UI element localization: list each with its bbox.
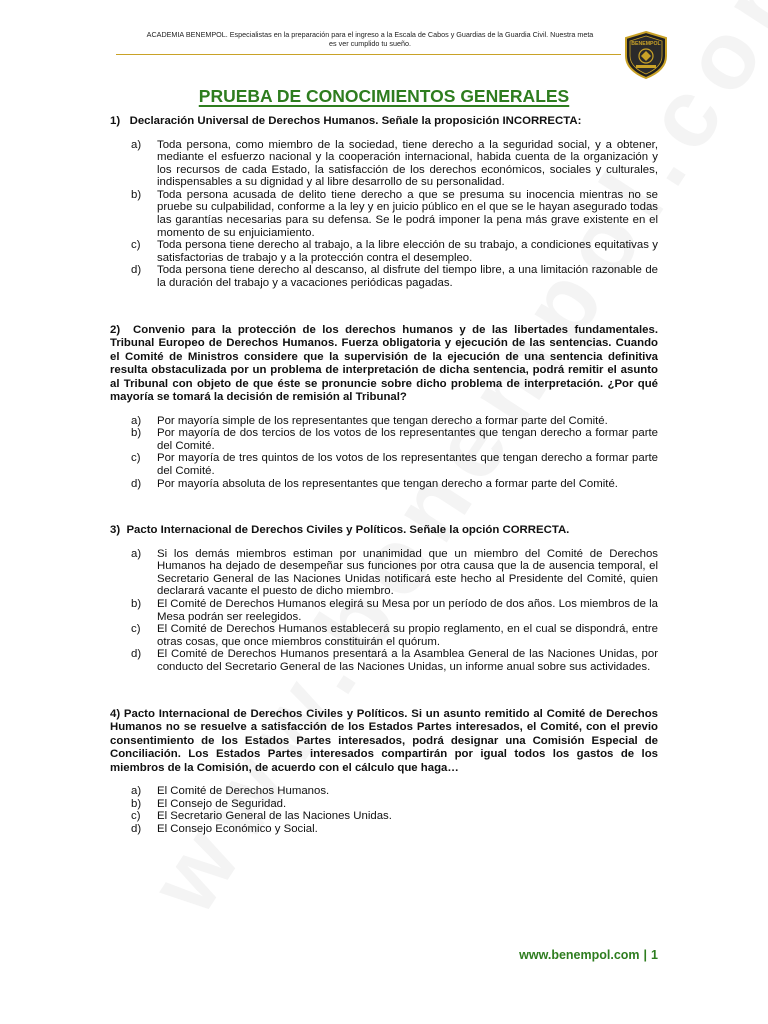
option-letter: b) xyxy=(131,598,142,611)
header-rule xyxy=(116,54,621,55)
option-text: Toda persona tiene derecho al descanso, al disfrute del tiempo libre, a una limitación razonable de la duración del trabajo y a vacaciones periódicas pagadas. xyxy=(157,264,658,290)
option-text: El Secretario General de las Naciones Unidas. xyxy=(157,810,392,823)
option-letter: a) xyxy=(131,785,142,798)
answer-option xyxy=(110,548,658,598)
question-text: 1) Declaración Universal de Derechos Humanos. Señale la proposición INCORRECTA: xyxy=(110,115,582,127)
answer-option xyxy=(110,264,658,289)
page-footer xyxy=(519,948,658,962)
page-title xyxy=(0,86,768,107)
option-letter: d) xyxy=(131,648,142,661)
question-text: 3) Pacto Internacional de Derechos Civiles y Políticos. Señale la opción CORRECTA. xyxy=(110,524,570,537)
option-text: El Consejo Económico y Social. xyxy=(157,822,318,835)
option-letter: c) xyxy=(131,239,141,252)
answer-option xyxy=(110,427,658,452)
option-text: Toda persona, como miembro de la sociedad, tiene derecho a la seguridad social, y a obtener, mediante el esfuerzo nacional y la cooperación internacional, habida cuenta de la organización y los recursos de cada Estado, la satisfacción de los derechos económicos, sociales y culturales, indispensables a su dignidad y al libre desarrollo de su personalidad. xyxy=(157,138,658,189)
question-block xyxy=(110,708,658,836)
question-text: 2) Convenio para la protección de los derechos humanos y de las libertades fundamentales. Tribunal Europeo de Derechos Humanos. Fuerza obligatoria y ejecución de las sentencias. Cuando el Comité de Ministros considere que la supervisión de la ejecución de una sentencia definitiva resulta obstaculizada por un problema de interpretación de dicha sentencia, podrá remitir el asunto al Tribunal con objeto de que éste se pronuncie sobre dicho problema de interpretación. ¿Por qué mayoría se tomará la decisión de remisión al Tribunal? xyxy=(110,323,658,404)
option-text: Si los demás miembros estiman por unanimidad que un miembro del Comité de Derechos Humanos ha dejado de desempeñar sus funciones por otra causa que la de ausencia temporal, el Secretario General de las Naciones Unidas notificará este hecho al Presidente del Comité, quien declarará vacante el puesto de dicho miembro. xyxy=(157,547,658,598)
question-block xyxy=(110,115,658,290)
questions-list xyxy=(110,115,658,836)
answer-option xyxy=(110,810,658,823)
answer-option xyxy=(110,598,658,623)
question-text: 4) Pacto Internacional de Derechos Civiles y Políticos. Si un asunto remitido al Comité de Derechos Humanos no se resuelve a satisfacción de los Estados Partes interesados, el Comité, con el previo consentimiento de los Estados Partes interesados, podrá designar una Comisión Especial de Conciliación. Los Estados Partes interesados compartirán por igual todos los gastos de los miembros de la Comisión, de acuerdo con el cálculo que haga… xyxy=(110,707,658,774)
answer-option xyxy=(110,823,658,836)
option-letter: c) xyxy=(131,452,141,465)
logo-text: BENEMPOL xyxy=(631,41,661,47)
answer-option xyxy=(110,648,658,673)
question-block xyxy=(110,324,658,491)
question-block xyxy=(110,524,658,673)
option-text: El Comité de Derechos Humanos. xyxy=(157,785,330,798)
option-letter: a) xyxy=(131,547,142,560)
option-text: Toda persona tiene derecho al trabajo, a la libre elección de su trabajo, a condiciones equitativas y satisfactorias de trabajo y a la protección contra el desempleo. xyxy=(157,239,658,264)
answer-option xyxy=(110,623,658,648)
option-letter: b) xyxy=(131,797,142,810)
option-letter: b) xyxy=(131,188,142,201)
footer-url: www.benempol.com xyxy=(519,948,640,962)
option-text: Por mayoría simple de los representantes que tengan derecho a formar parte del Comité. xyxy=(157,414,608,427)
option-text: El Comité de Derechos Humanos establecerá su propio reglamento, en el cual se dispondrá, entre otras cosas, que once miembros constituirán el quórum. xyxy=(157,623,658,648)
header-text-line1: ACADEMIA BENEMPOL. Especialistas en la preparación para el ingreso a la Escala de Cabos y Guardias de la Guardia Civil. Nuestra meta xyxy=(146,30,594,39)
option-text: Toda persona acusada de delito tiene derecho a que se presuma su inocencia mientras no se pruebe su culpabilidad, conforme a la ley y en juicio público en el que se le hayan asegurado todas las garantías necesarias para su defensa. Se le podrá imponer la pena más grave existente en el momento de su enjuiciamiento. xyxy=(157,188,658,239)
answer-options xyxy=(110,785,658,835)
answer-options xyxy=(110,548,658,674)
option-text: Por mayoría de dos tercios de los votos de los representantes que tengan derecho a formar parte del Comité. xyxy=(157,427,658,452)
option-text: El Comité de Derechos Humanos presentará a la Asamblea General de las Naciones Unidas, por conducto del Secretario General de las Naciones Unidas, un informe anual sobre sus actividades. xyxy=(157,648,658,674)
footer-separator: | xyxy=(643,948,648,962)
answer-option xyxy=(110,189,658,239)
option-letter: d) xyxy=(131,822,142,835)
option-letter: d) xyxy=(131,477,142,490)
answer-option xyxy=(110,139,658,189)
benempol-logo xyxy=(622,30,670,80)
page-title-text: PRUEBA DE CONOCIMIENTOS GENERALES xyxy=(198,86,570,106)
option-letter: c) xyxy=(131,810,141,823)
answer-option xyxy=(110,452,658,477)
option-letter: b) xyxy=(131,427,142,440)
answer-option xyxy=(110,239,658,264)
option-letter: a) xyxy=(131,414,142,427)
option-text: Por mayoría de tres quintos de los votos de los representantes que tengan derecho a formar parte del Comité. xyxy=(157,452,658,477)
answer-options xyxy=(110,415,658,491)
header-text xyxy=(110,30,650,48)
header-text-line2: es ver cumplido tu sueño. xyxy=(329,39,411,48)
option-letter: a) xyxy=(131,138,142,151)
option-letter: c) xyxy=(131,623,141,636)
answer-options xyxy=(110,139,658,290)
answer-option xyxy=(110,478,658,491)
answer-option xyxy=(110,415,658,428)
option-text: El Comité de Derechos Humanos elegirá su Mesa por un período de dos años. Los miembros de la Mesa podrán ser reelegidos. xyxy=(157,598,658,623)
answer-option xyxy=(110,798,658,811)
option-text: Por mayoría absoluta de los representantes que tengan derecho a formar parte del Comité. xyxy=(157,477,618,490)
page-header xyxy=(110,30,650,48)
page-number: 1 xyxy=(651,948,658,962)
option-text: El Consejo de Seguridad. xyxy=(157,797,287,810)
answer-option xyxy=(110,785,658,798)
option-letter: d) xyxy=(131,264,142,277)
